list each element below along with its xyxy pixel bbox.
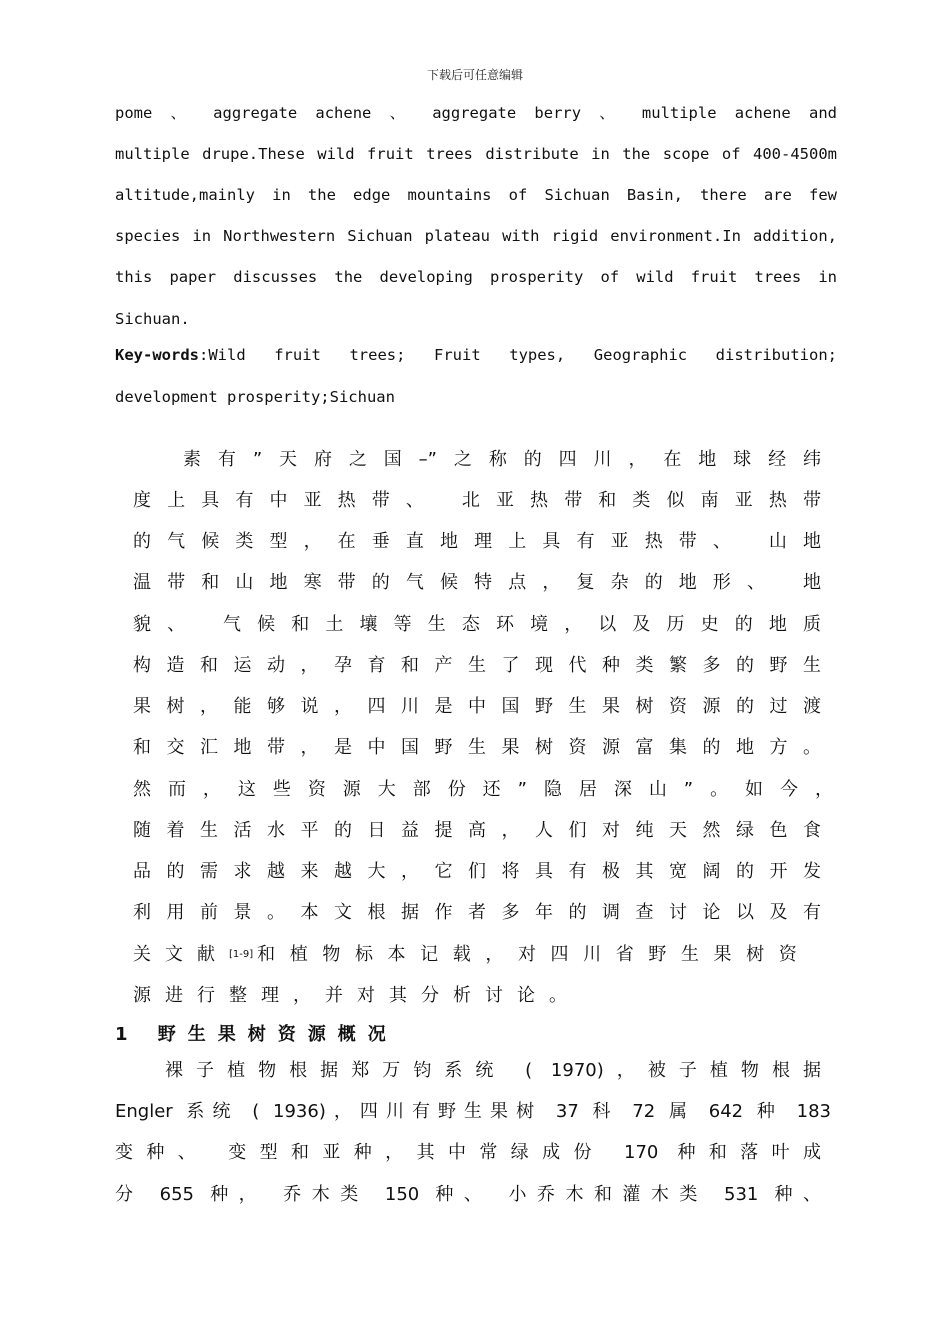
intro-text: 和植物标本记载，对四川省野生果树资: [257, 944, 812, 965]
abstract-line: pome 、 aggregate achene 、 aggregate berry 、 multiple achene and: [115, 104, 837, 122]
page-header: 下载后可任意编辑: [426, 68, 523, 82]
section1-line: 变种、 变型和亚种，其中常绿成份 170 种和落叶成: [115, 1142, 821, 1163]
intro-text: 关文献: [133, 944, 229, 965]
keywords-label: Key-words: [115, 346, 199, 364]
intro-line: 温带和山地寒带的气候特点，复杂的地形、 地: [133, 572, 821, 593]
intro-line: 构造和运动，孕育和产生了现代种类繁多的野生: [133, 655, 821, 676]
intro-line: 源进行整理，并对其分析讨论。: [133, 985, 581, 1006]
section-heading: 1 野生果树资源概况: [115, 1024, 398, 1045]
abstract-line: Sichuan.: [115, 310, 190, 328]
intro-line: 素有”天府之国–”之称的四川，在地球经纬: [183, 449, 821, 470]
intro-line: 貌、 气候和土壤等生态环境，以及历史的地质: [133, 614, 821, 635]
intro-line: 果树，能够说，四川是中国野生果树资源的过渡: [133, 696, 821, 717]
keywords-line: [115, 343, 837, 367]
intro-line: 然而，这些资源大部份还”隐居深山”。如今，: [133, 779, 833, 800]
intro-line: 品的需求越来越大，它们将具有极其宽阔的开发: [133, 861, 821, 882]
keywords-text: :Wild fruit trees; Fruit types, Geographic distribution;: [199, 346, 837, 364]
abstract-line: species in Northwestern Sichuan plateau with rigid environment.In addition,: [115, 227, 837, 245]
intro-line: 的气候类型，在垂直地理上具有亚热带、 山地: [133, 531, 821, 552]
intro-line: 和交汇地带，是中国野生果树资源富集的地方。: [133, 737, 821, 758]
abstract-line: this paper discusses the developing prosperity of wild fruit trees in: [115, 268, 837, 286]
abstract-line: altitude,mainly in the edge mountains of Sichuan Basin, there are few: [115, 186, 837, 204]
section1-line: 分 655 种， 乔木类 150 种、 小乔木和灌木类 531 种、: [115, 1184, 821, 1205]
keywords-line-2: development prosperity;Sichuan: [115, 388, 395, 406]
section1-line: Engler 系统 ( 1936)，四川有野生果树 37 科 72 属 642 种 183: [115, 1101, 831, 1122]
intro-line: 度上具有中亚热带、 北亚热带和类似南亚热带: [133, 490, 821, 511]
intro-line-with-citation: 关文献 [1-9] 和植物标本记载，对四川省野生果树资: [133, 941, 821, 969]
intro-line: 利用前景。本文根据作者多年的调查讨论以及有: [133, 902, 821, 923]
abstract-line: multiple drupe.These wild fruit trees distribute in the scope of 400-4500m: [115, 145, 837, 163]
section1-line: 裸子植物根据郑万钧系统 ( 1970)，被子植物根据: [165, 1060, 821, 1081]
intro-line: 随着生活水平的日益提高，人们对纯天然绿色食: [133, 820, 821, 841]
